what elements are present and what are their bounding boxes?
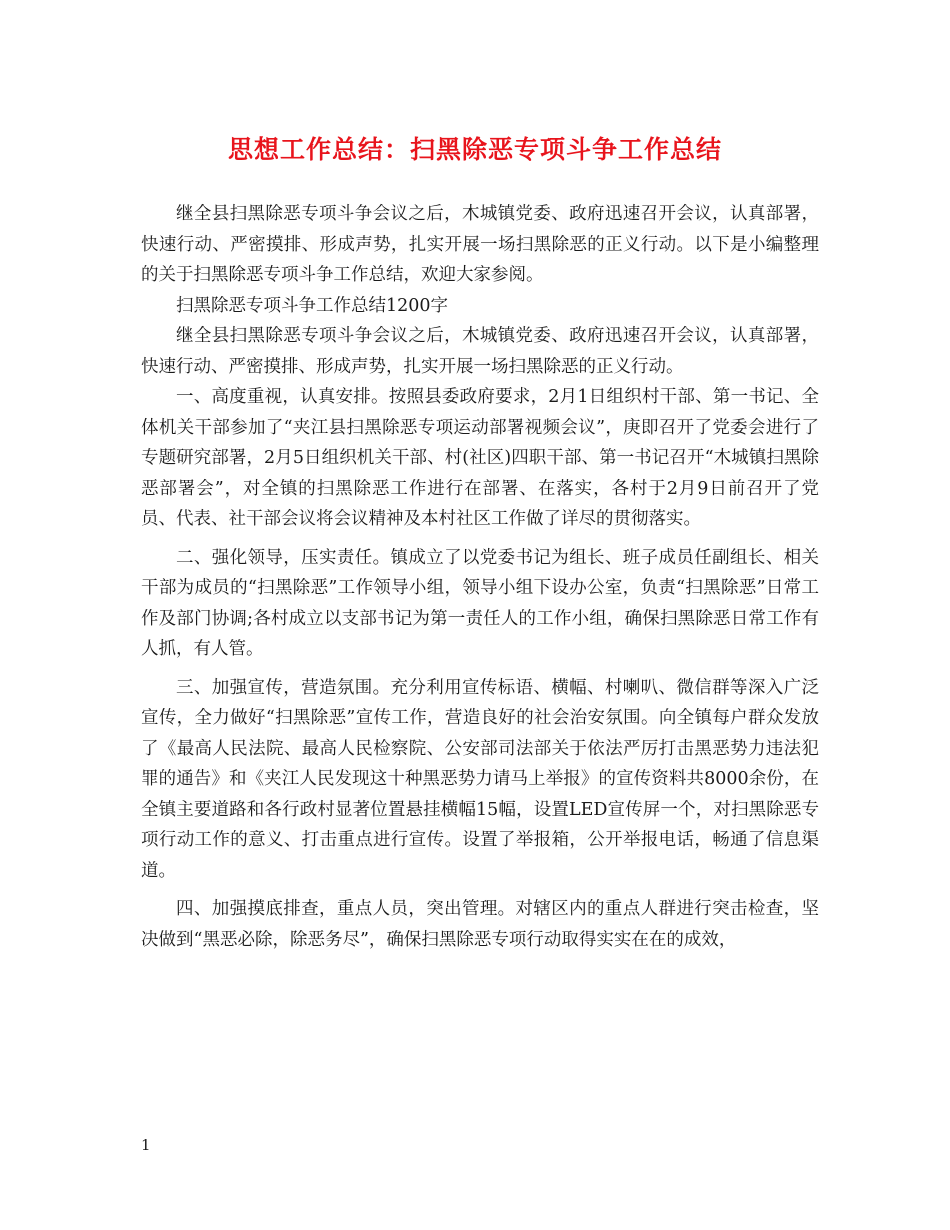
paragraph-section-1: 一、高度重视，认真安排。按照县委政府要求，2月1日组织村干部、第一书记、全体机关干部参加了“夹江县扫黑除恶专项运动部署视频会议”，庚即召开了党委会进行了专题研究部署，2月5日组织机关干部、村(社区)四职干部、第一书记召开“木城镇扫黑除恶部署会”，对全镇的扫黑除恶工作进行在部署、在落实，各村于2月9日前召开了党员、代表、社干部会议将会议精神及本村社区工作做了详尽的贯彻落实。 <box>141 387 819 529</box>
page-number: 1 <box>141 1136 151 1154</box>
document-body <box>141 199 819 955</box>
paragraph-section-4: 四、加强摸底排查，重点人员，突出管理。对辖区内的重点人群进行突击检查，坚决做到“黑恶必除，除恶务尽”，确保扫黑除恶专项行动取得实实在在的成效， <box>141 899 819 950</box>
paragraph-subtitle: 扫黑除恶专项斗争工作总结1200字 <box>176 295 449 316</box>
paragraph-section-2: 二、强化领导，压实责任。镇成立了以党委书记为组长、班子成员任副组长、相关干部为成员的“扫黑除恶”工作领导小组，领导小组下设办公室，负责“扫黑除恶”日常工作及部门协调;各村成立以支部书记为第一责任人的工作小组，确保扫黑除恶日常工作有人抓，有人管。 <box>141 547 819 659</box>
document-title: 思想工作总结：扫黑除恶专项斗争工作总结 <box>227 135 722 164</box>
paragraph-section-3: 三、加强宣传，营造氛围。充分利用宣传标语、横幅、村喇叭、微信群等深入广泛宣传，全力做好“扫黑除恶”宣传工作，营造良好的社会治安氛围。向全镇每户群众发放了《最高人民法院、最高人民检察院、公安部司法部关于依法严厉打击黑恶势力违法犯罪的通告》和《夹江人民发现这十种黑恶势力请马上举报》的宣传资料共8000余份，在全镇主要道路和各行政村显著位置悬挂横幅15幅，设置LED宣传屏一个，对扫黑除恶专项行动工作的意义、打击重点进行宣传。设置了举报箱，公开举报电话，畅通了信息渠道。 <box>141 677 819 881</box>
paragraph-intro: 继全县扫黑除恶专项斗争会议之后，木城镇党委、政府迅速召开会议，认真部署，快速行动、严密摸排、形成声势，扎实开展一场扫黑除恶的正义行动。以下是小编整理的关于扫黑除恶专项斗争工作总结，欢迎大家参阅。 <box>141 204 819 285</box>
paragraph-opening: 继全县扫黑除恶专项斗争会议之后，木城镇党委、政府迅速召开会议，认真部署，快速行动、严密摸排、形成声势，扎实开展一场扫黑除恶的正义行动。 <box>141 326 819 377</box>
